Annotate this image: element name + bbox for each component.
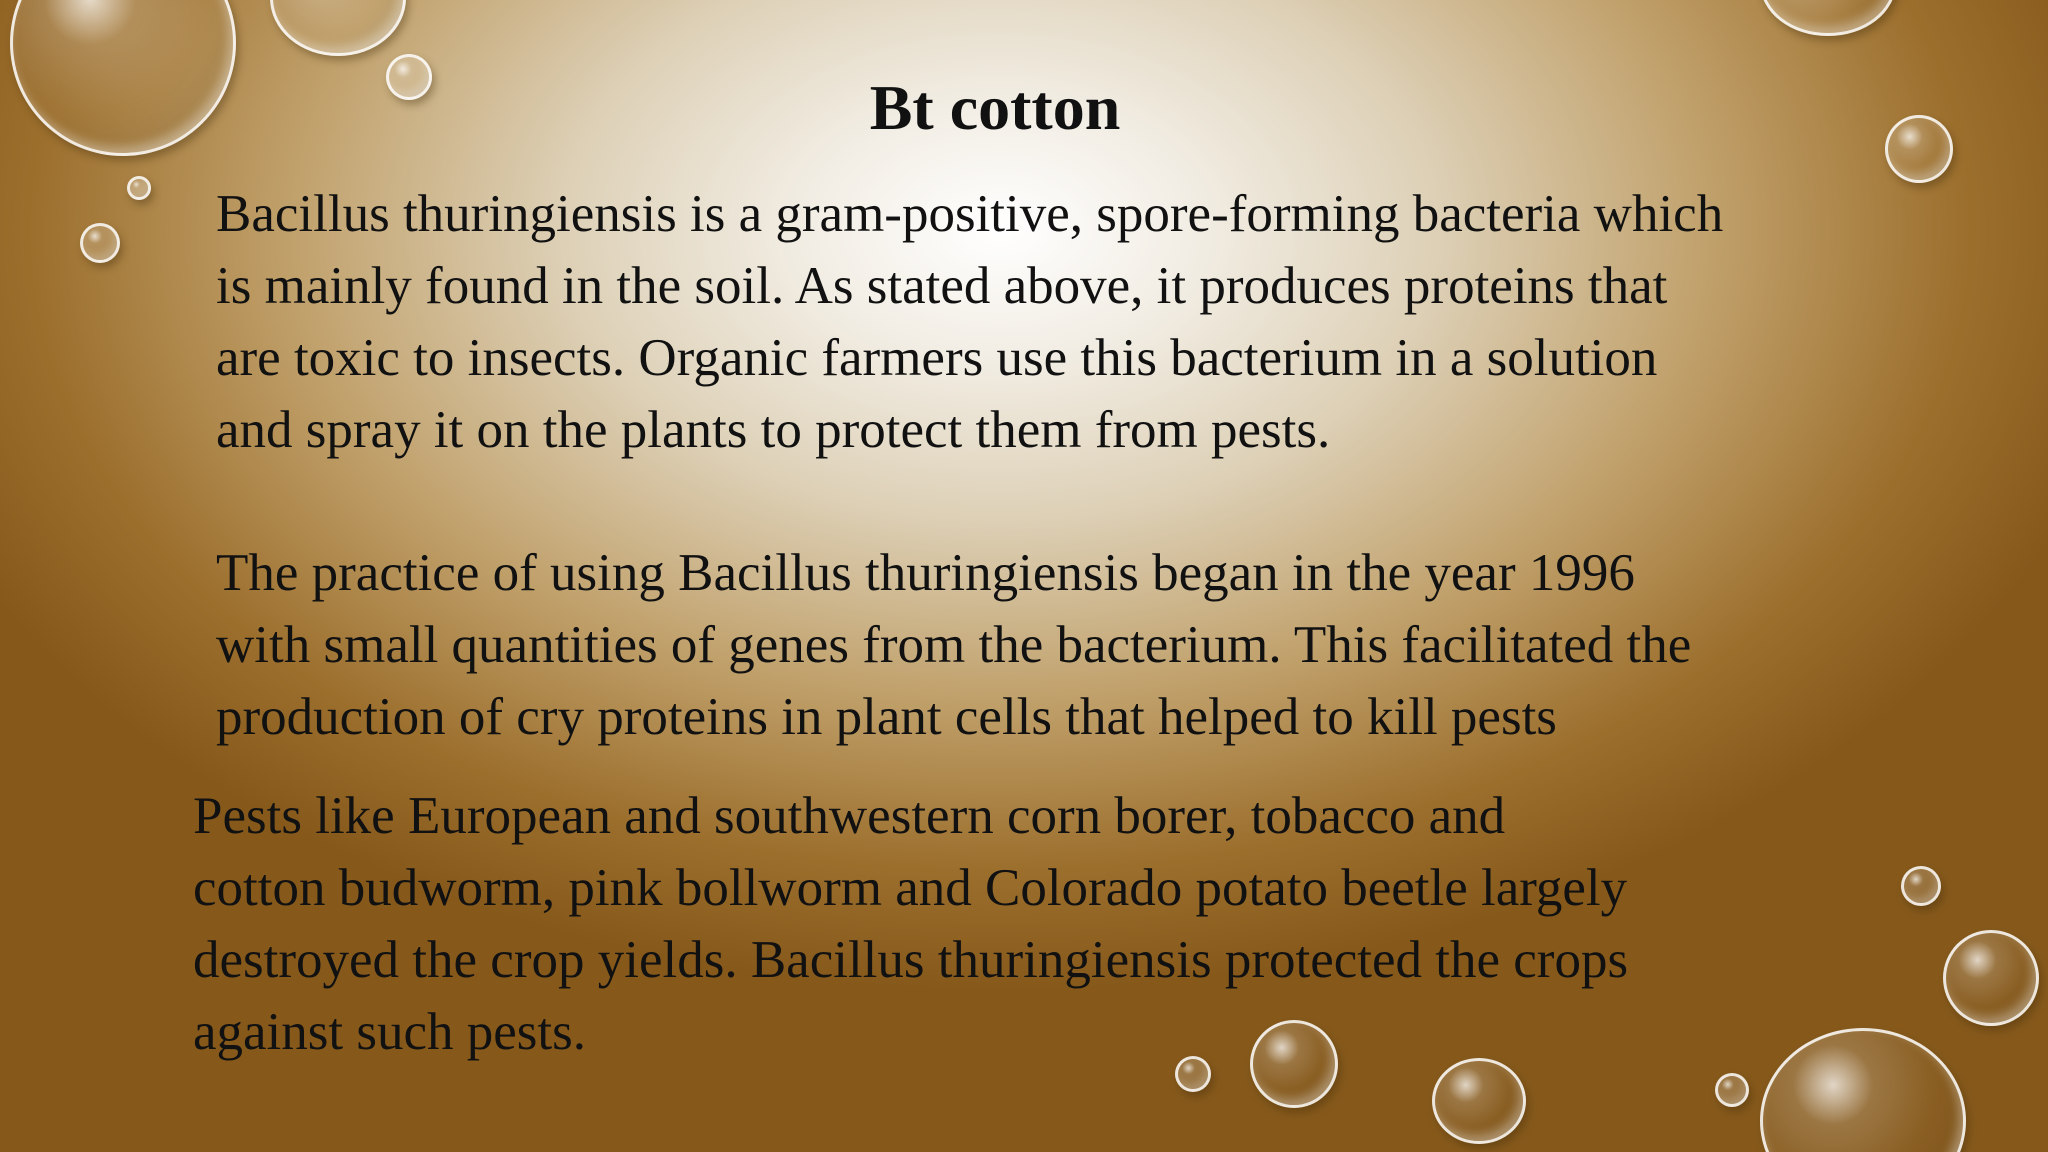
paragraph-history <box>216 537 1691 753</box>
text-line: and spray it on the plants to protect them from pests. <box>216 401 1331 459</box>
text-line: Bacillus thuringiensis is a gram-positive, spore-forming bacteria which <box>216 185 1724 243</box>
text-line: The practice of using Bacillus thuringiensis began in the year 1996 <box>216 544 1635 602</box>
text-line: Pests like European and southwestern corn borer, tobacco and <box>193 787 1506 845</box>
paragraph-bacillus-description <box>216 178 1723 466</box>
text-line: cotton budworm, pink bollworm and Colorado potato beetle largely <box>193 859 1628 917</box>
text-line: with small quantities of genes from the bacterium. This facilitated the <box>216 616 1692 674</box>
text-line: against such pests. <box>193 1003 587 1061</box>
text-line: production of cry proteins in plant cells that helped to kill pests <box>216 688 1557 746</box>
water-droplet-decoration <box>270 0 406 56</box>
water-droplet-decoration <box>1901 866 1941 906</box>
text-line: destroyed the crop yields. Bacillus thuringiensis protected the crops <box>193 931 1629 989</box>
paragraph-pests <box>193 780 1628 1068</box>
text-line: is mainly found in the soil. As stated above, it produces proteins that <box>216 257 1668 315</box>
water-droplet-decoration <box>1943 930 2039 1026</box>
water-droplet-decoration <box>80 223 120 263</box>
slide-title: Bt cotton <box>869 72 1121 143</box>
water-droplet-decoration <box>1432 1058 1526 1144</box>
water-droplet-decoration <box>1760 1028 1966 1152</box>
water-droplet-decoration <box>1760 0 1896 36</box>
water-droplet-decoration <box>127 176 151 200</box>
text-line: are toxic to insects. Organic farmers use this bacterium in a solution <box>216 329 1658 387</box>
water-droplet-decoration <box>1715 1073 1749 1107</box>
